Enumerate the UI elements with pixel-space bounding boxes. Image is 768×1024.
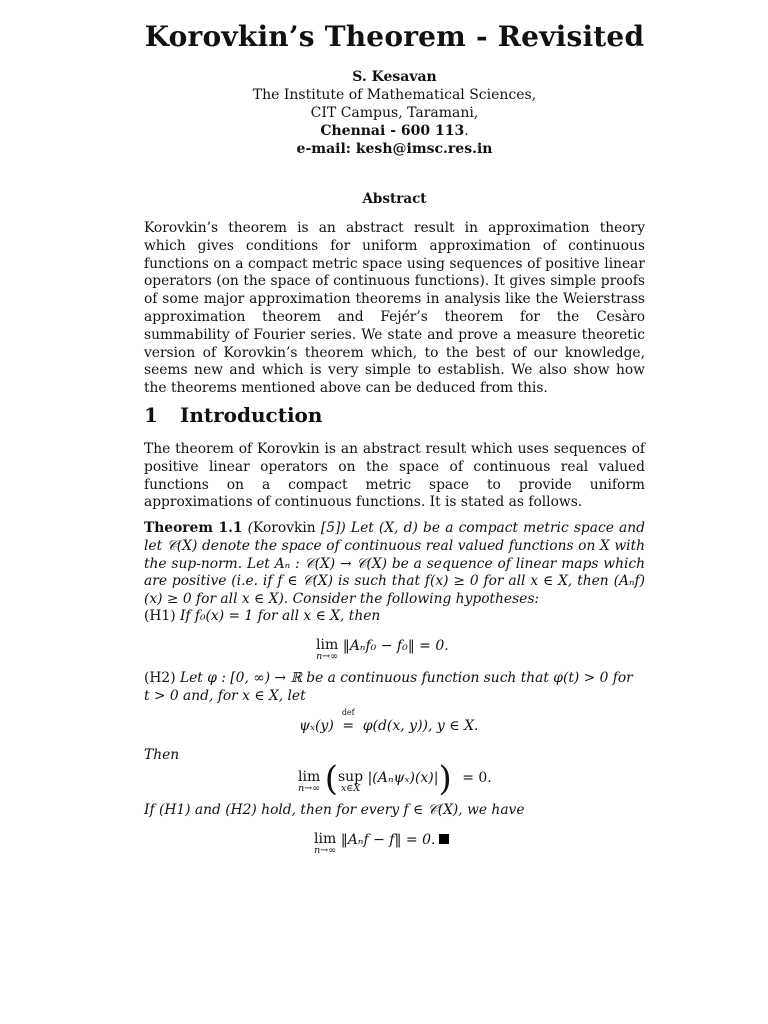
theorem-citation: [5]) (320, 520, 346, 536)
qed-square-icon (439, 834, 449, 844)
then-eq-inner: |(Aₙψₓ)(x)| (367, 770, 439, 786)
concl-eq-sub: n→∞ (314, 845, 337, 856)
h2-line1: Let φ : [0, ∞) → ℝ be a continuous function such that φ(t) > 0 for (175, 670, 633, 686)
h1-line (144, 608, 645, 626)
then-equation (298, 759, 492, 799)
author-block (144, 68, 645, 158)
then-word: Then (144, 747, 180, 763)
h1-text: If f₀(x) = 1 for all x ∈ X, then (175, 608, 381, 624)
h2-line-1 (144, 670, 645, 688)
h2-eq-eq: = (342, 718, 355, 734)
h1-label: (H1) (144, 608, 176, 624)
paper-title: Korovkin’s Theorem - Revisited (144, 20, 645, 53)
h2-eq-right: φ(d(x, y)), y ∈ X. (362, 718, 479, 734)
right-paren: ) (438, 759, 452, 799)
author-email: e-mail: kesh@imsc.res.in (296, 141, 493, 157)
theorem-paren: ( (247, 520, 254, 536)
h2-line-2: t > 0 and, for x ∈ X, let (144, 688, 306, 704)
abstract-text: Korovkin’s theorem is an abstract result in approximation theory which gives conditions for uniform approximation of continuous functions on a compact metric space using sequences of positive linear operators (on the space of continuous functions). It gives simple proofs of some major approximation theorems in analysis like the Weierstrass approximation theorem and Fejér’s theorem for the Cesàro summability of Fourier series. We state and prove a measure theoretic version of Korovkin’s theorem which, to the best of our knowledge, seems new and which is very simple to establish. We also show how the theorems mentioned above can be deduced from this. (144, 220, 645, 397)
conclusion-text: If (H1) and (H2) hold, then for every f ∈ 𝒞(X), we have (144, 802, 525, 818)
then-eq-sup-sub: x∈X (340, 783, 361, 794)
then-eq-sub: n→∞ (298, 783, 321, 794)
left-paren: ( (324, 759, 338, 799)
intro-paragraph: The theorem of Korovkin is an abstract result which uses sequences of positive linear operators on the space of continuous real valued functions on a compact metric space to provide uniform approximations of continuous functions. It is stated as follows. (144, 441, 645, 511)
theorem-attribution: Korovkin (253, 520, 316, 536)
section-number: 1 (144, 403, 158, 427)
author-campus: CIT Campus, Taramani, (310, 105, 479, 121)
concl-eq-lim: lim (314, 831, 337, 847)
author-city: Chennai - 600 113 (320, 123, 465, 139)
h2-eq-left: ψₓ(y) (299, 718, 334, 734)
then-eq-rhs: = 0. (462, 770, 492, 786)
section-heading (144, 403, 322, 427)
author-name: S. Kesavan (352, 69, 437, 85)
section-title: Introduction (180, 403, 323, 427)
conclusion-equation (314, 832, 449, 856)
h2-label: (H2) (144, 670, 176, 686)
h1-eq-lim: lim (316, 637, 339, 653)
h1-equation (316, 638, 449, 662)
h1-eq-body: ‖Aₙf₀ − f₀‖ = 0. (342, 638, 449, 654)
concl-eq-body: ‖Aₙf − f‖ = 0. (340, 832, 436, 848)
h2-eq-def: def (341, 708, 355, 717)
author-institute: The Institute of Mathematical Sciences, (252, 87, 537, 103)
abstract-heading: Abstract (362, 191, 427, 207)
author-city-suffix: . (464, 123, 469, 139)
h1-eq-sub: n→∞ (316, 651, 339, 662)
theorem-label: Theorem 1.1 (144, 520, 243, 536)
theorem-body: Let (X, d) be a compact metric space and let 𝒞(X) denote the space of continuous real valued functions on X with the sup-norm. Let Aₙ : 𝒞(X) → 𝒞(X) be a sequence of linear maps which are positive (i.e. if f ∈ 𝒞(X) is such that f(x) ≥ 0 for all x ∈ X, then (Aₙf)(x) ≥ 0 for all x ∈ X). Consider the following hypotheses: (144, 520, 645, 608)
then-eq-lim: lim (298, 769, 321, 785)
theorem-1-1 (144, 520, 645, 609)
h2-equation (299, 708, 479, 734)
then-eq-sup: sup (337, 769, 364, 785)
author-city-line (144, 122, 645, 140)
